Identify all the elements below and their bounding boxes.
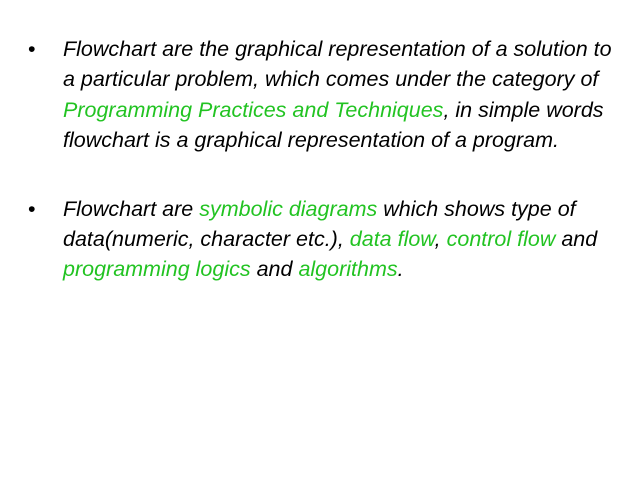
highlight-algorithms: algorithms — [298, 257, 398, 282]
bullet-text: Flowchart are the graphical representation of a solution to a particular problem, which comes under the category of — [63, 37, 612, 92]
bullet-item-flowchart-symbols — [28, 194, 618, 285]
bullet-text: and — [555, 227, 598, 252]
bullet-item-flowchart-definition — [28, 34, 618, 156]
bullet-list — [28, 34, 618, 285]
highlight-control-flow: control flow — [446, 227, 556, 252]
bullet-text: , in simple words flowchart is a graphical representation of a program. — [63, 97, 604, 153]
highlight-programming-logics: programming logics — [63, 257, 251, 282]
bullet-text: and — [250, 257, 299, 282]
bullet-text: which shows type of data(numeric, character etc.), — [63, 196, 576, 252]
bullet-text: Flowchart are — [63, 196, 200, 221]
bullet-dot-icon: • — [28, 37, 36, 61]
highlight-symbolic-diagrams: symbolic diagrams — [199, 196, 378, 221]
bullet-dot-icon: • — [28, 196, 36, 221]
bullet-text: , — [434, 227, 447, 252]
highlight-programming-practices: Programming Practices and Techniques — [63, 97, 444, 122]
highlight-data-flow: data flow — [349, 227, 435, 252]
bullet-text: . — [397, 257, 404, 282]
